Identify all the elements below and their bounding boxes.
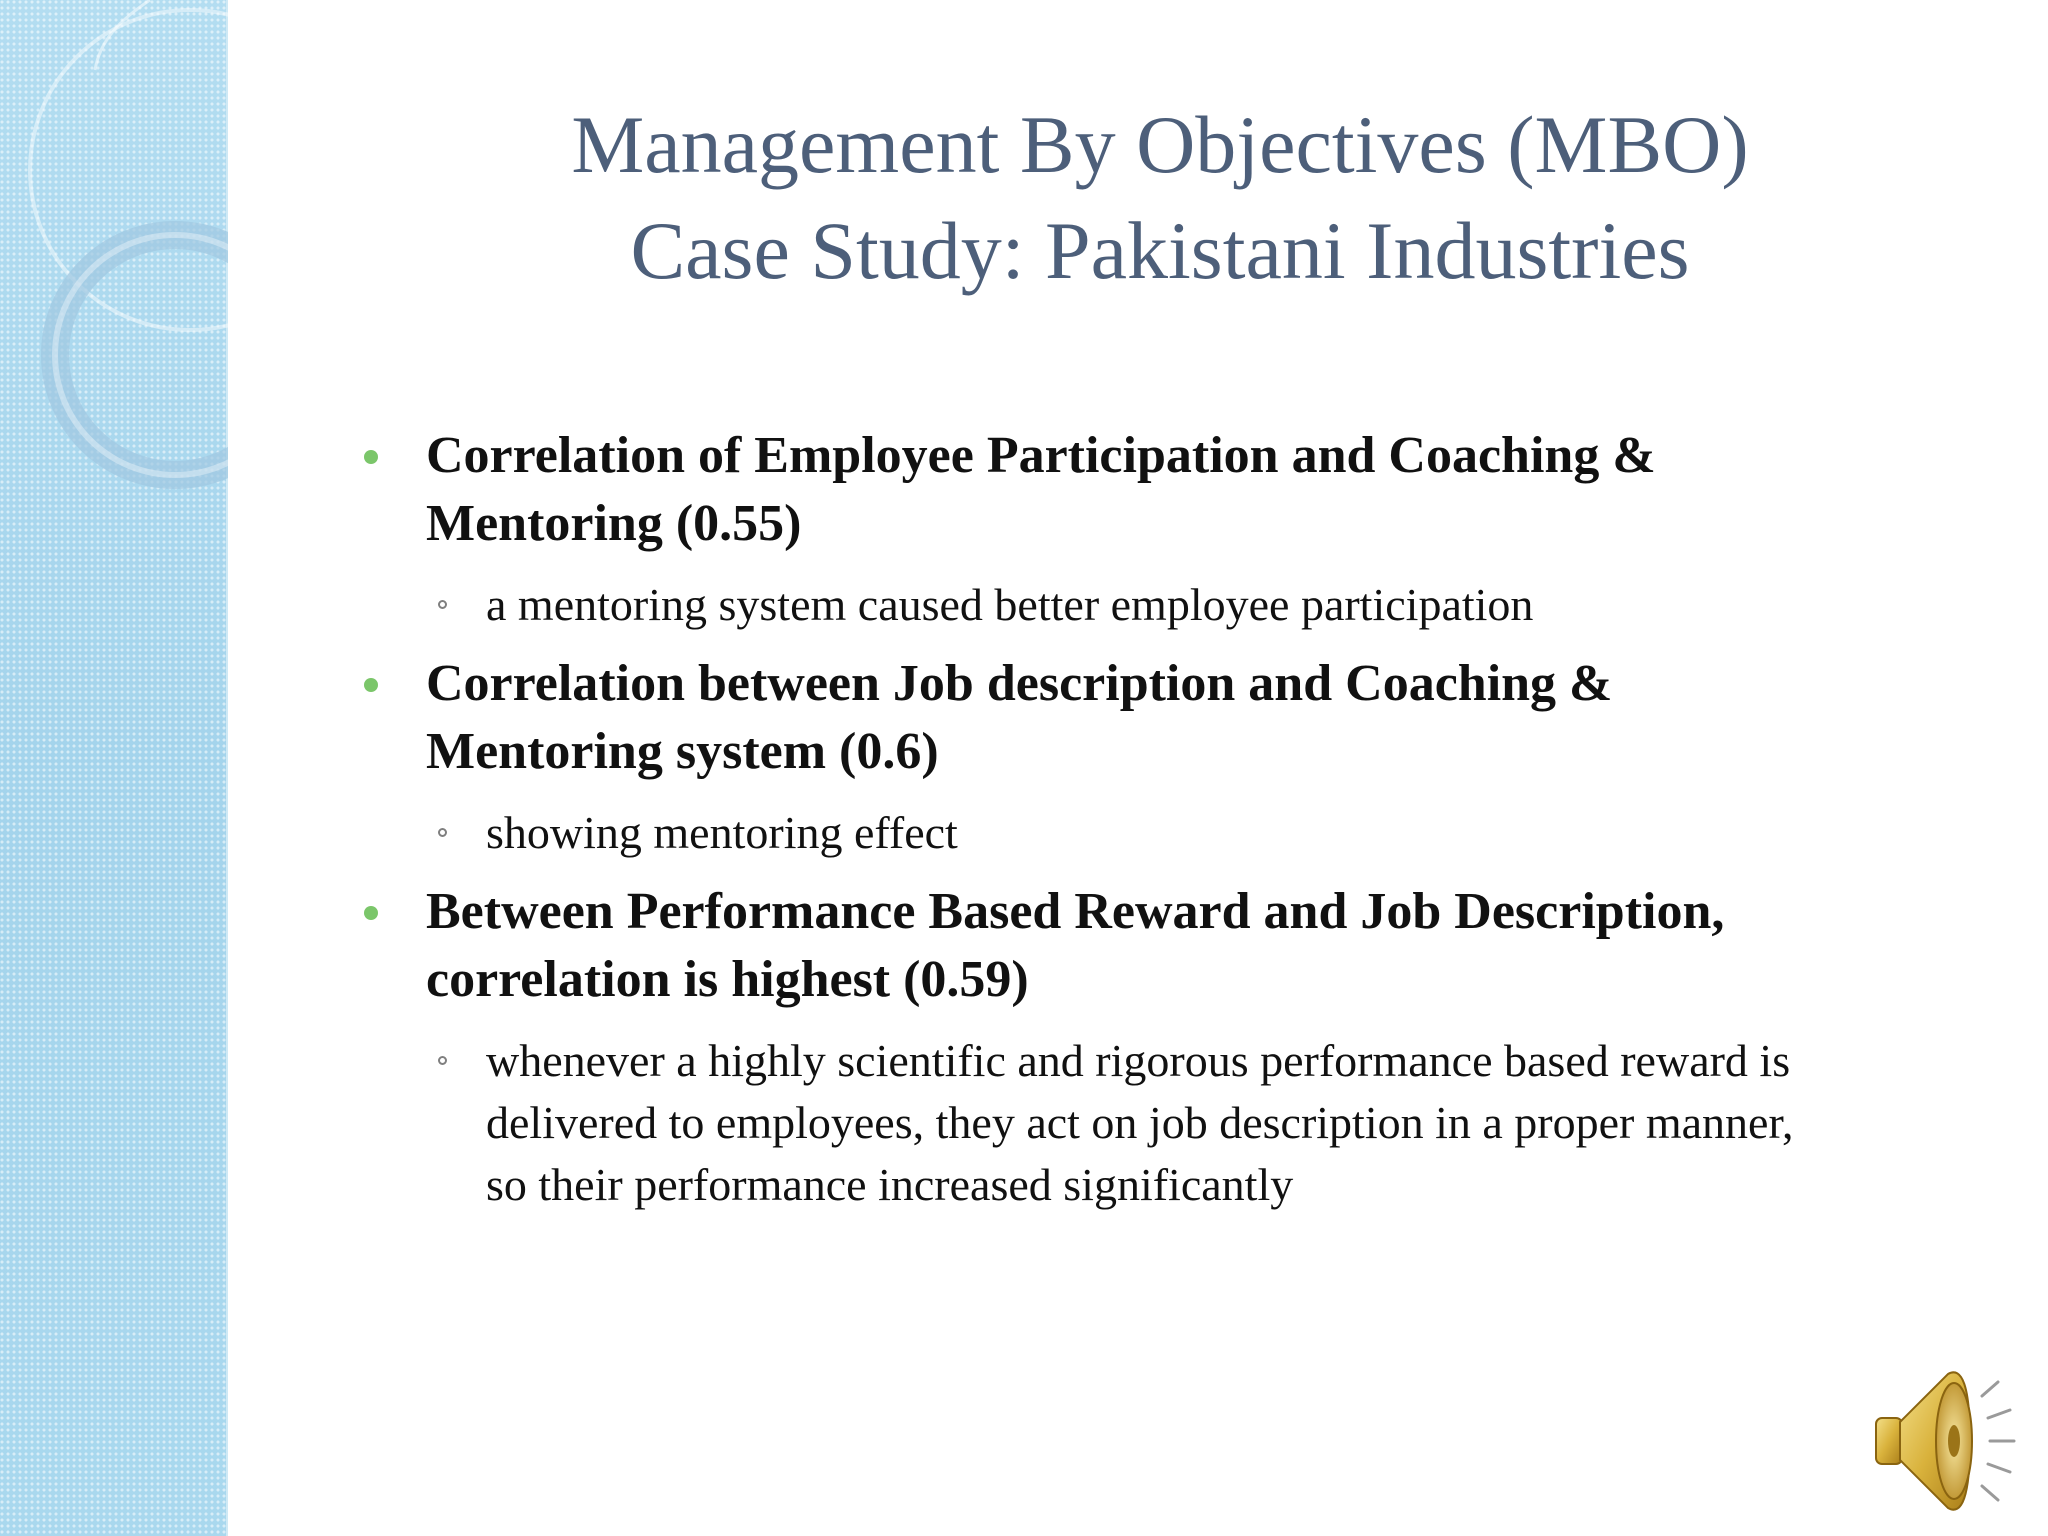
sub-item-1	[360, 574, 1960, 636]
bullet-2-line-1: Correlation between Job description and Coaching &	[426, 655, 1613, 712]
sub-item-3-line-1: whenever a highly scientific and rigorous performance based reward is	[486, 1035, 1791, 1086]
speaker-icon[interactable]	[1870, 1356, 2030, 1526]
sub-item-2-text: showing mentoring effect	[486, 807, 958, 858]
sub-item-3	[360, 1030, 1960, 1216]
slide-title	[330, 92, 1990, 304]
sub-item-3-line-3: so their performance increased significantly	[486, 1159, 1294, 1210]
sub-bullet-circle-icon	[438, 1056, 447, 1065]
bullet-1-line-2: Mentoring (0.55)	[426, 495, 802, 552]
sub-item-1-text: a mentoring system caused better employee participation	[486, 579, 1534, 630]
title-line-1: Management By Objectives (MBO)	[571, 99, 1749, 190]
ring-decoration-icon	[0, 0, 228, 520]
sub-bullet-circle-icon	[438, 600, 447, 609]
bullet-2-line-2: Mentoring system (0.6)	[426, 723, 939, 780]
bullet-item-3	[360, 878, 1960, 1014]
bullet-dot-icon	[364, 450, 378, 464]
bullet-3-line-2: correlation is highest (0.59)	[426, 951, 1029, 1008]
bullet-1-line-1: Correlation of Employee Participation and Coaching &	[426, 427, 1656, 484]
sub-item-3-line-2: delivered to employees, they act on job description in a proper manner,	[486, 1097, 1794, 1148]
bullet-item-1	[360, 422, 1960, 558]
sub-bullet-circle-icon	[438, 828, 447, 837]
bullet-item-2	[360, 650, 1960, 786]
bullet-dot-icon	[364, 678, 378, 692]
sub-item-2	[360, 802, 1960, 864]
slide-content	[360, 422, 1960, 1216]
title-line-2: Case Study: Pakistani Industries	[630, 205, 1690, 296]
bullet-3-line-1: Between Performance Based Reward and Job Description,	[426, 883, 1725, 940]
bullet-dot-icon	[364, 906, 378, 920]
